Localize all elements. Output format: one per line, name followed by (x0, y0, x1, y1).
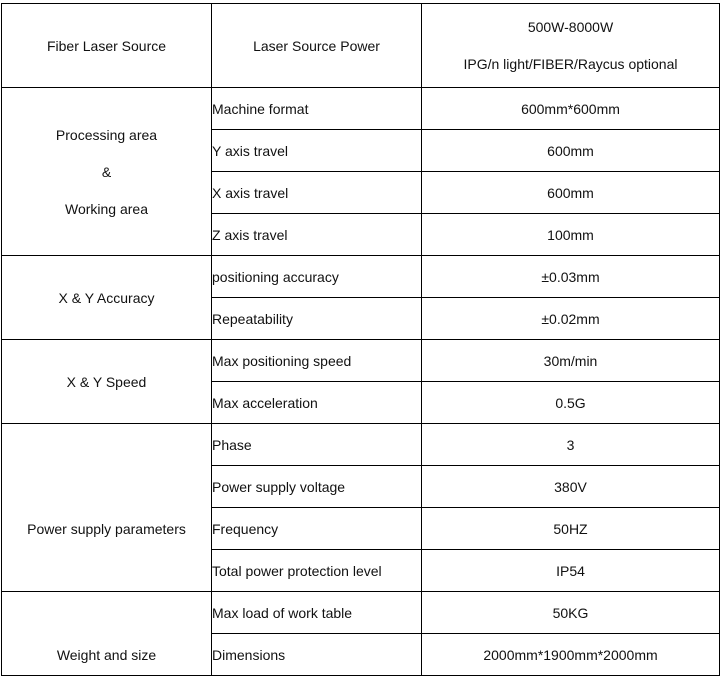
row-label: Y axis travel (212, 130, 422, 172)
row-value: 50KG (422, 592, 720, 634)
header-source-label: Fiber Laser Source (46, 37, 167, 54)
row-value: 50HZ (422, 508, 720, 550)
row-value: 3 (422, 424, 720, 466)
table-row (2, 424, 720, 466)
row-label: Total power protection level (212, 550, 422, 592)
group-accuracy-cell (2, 256, 212, 340)
table-row (2, 340, 720, 382)
row-value: ±0.03mm (422, 256, 720, 298)
row-value: 0.5G (422, 382, 720, 424)
header-power-label-cell (212, 4, 422, 88)
row-value: 2000mm*1900mm*2000mm (422, 634, 720, 676)
group-processing-line2: & (101, 163, 112, 180)
row-value: 380V (422, 466, 720, 508)
group-weight-cell (2, 592, 212, 676)
group-power-cell (2, 424, 212, 592)
row-label: Repeatability (212, 298, 422, 340)
row-label: Max load of work table (212, 592, 422, 634)
group-speed-cell (2, 340, 212, 424)
header-power-options: IPG/n light/FIBER/Raycus optional (463, 56, 678, 72)
row-label: Z axis travel (212, 214, 422, 256)
row-label: positioning accuracy (212, 256, 422, 298)
row-label: Power supply voltage (212, 466, 422, 508)
row-label: Machine format (212, 88, 422, 130)
group-processing-line1: Processing area (55, 126, 158, 143)
group-power-title: Power supply parameters (27, 520, 186, 537)
group-processing-line3: Working area (64, 200, 148, 217)
row-label: Max positioning speed (212, 340, 422, 382)
row-value: 600mm (422, 172, 720, 214)
row-label: Frequency (212, 508, 422, 550)
header-source-cell (2, 4, 212, 88)
row-label: Dimensions (212, 634, 422, 676)
row-value: 600mm (422, 130, 720, 172)
row-value: 600mm*600mm (422, 88, 720, 130)
header-power-value: 500W-8000W (527, 19, 614, 35)
group-speed-title: X & Y Speed (66, 373, 147, 390)
row-value: 30m/min (422, 340, 720, 382)
group-accuracy-title: X & Y Accuracy (58, 289, 155, 306)
header-power-label: Laser Source Power (253, 37, 380, 54)
table-row-header (2, 4, 720, 88)
row-label: Phase (212, 424, 422, 466)
row-label: Max acceleration (212, 382, 422, 424)
row-value: IP54 (422, 550, 720, 592)
header-power-value-cell (422, 4, 720, 88)
row-value: ±0.02mm (422, 298, 720, 340)
table-row (2, 256, 720, 298)
group-processing-cell (2, 88, 212, 256)
group-weight-title: Weight and size (56, 646, 157, 663)
row-label: X axis travel (212, 172, 422, 214)
row-value: 100mm (422, 214, 720, 256)
table-row (2, 592, 720, 634)
table-row (2, 88, 720, 130)
spec-table (1, 3, 720, 676)
